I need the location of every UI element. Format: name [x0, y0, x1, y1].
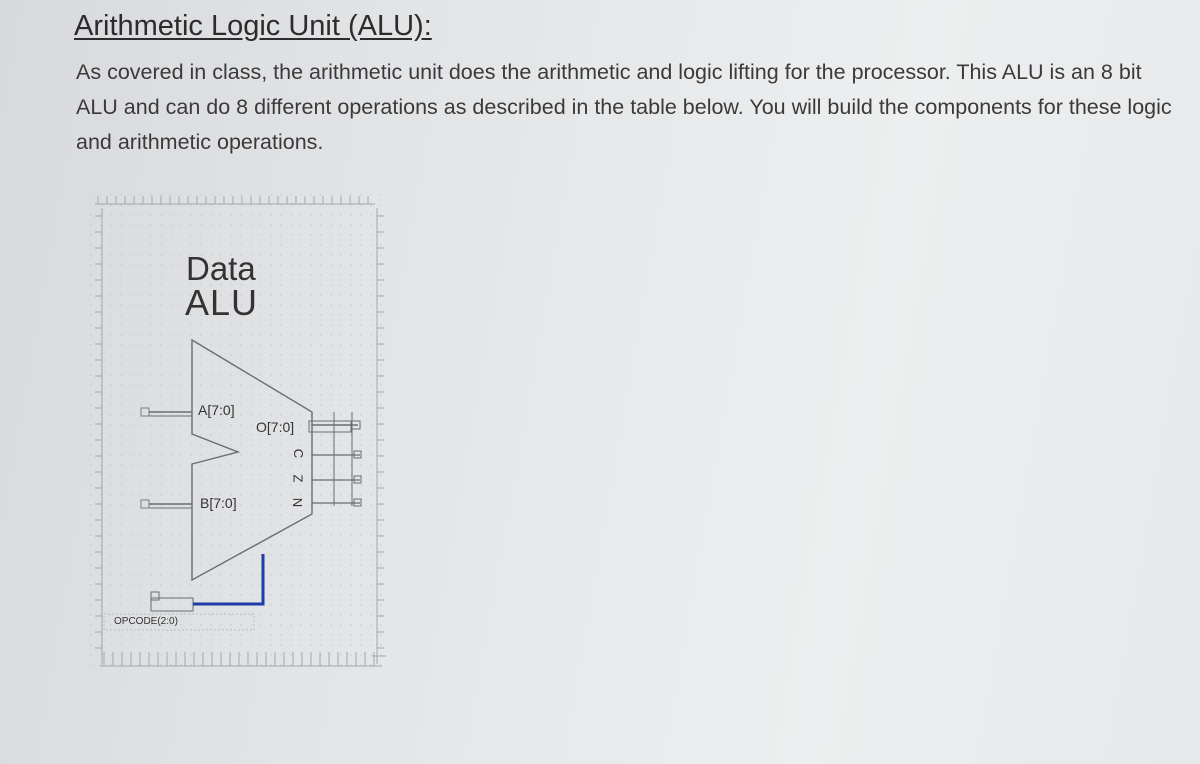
description-paragraph: As covered in class, the arithmetic unit does the arithmetic and logic lifting for the processor. This ALU is an 8 bit ALU and can do 8 different operations as described in the table below. You will build the components for these logic and arithmetic operations. [76, 60, 1172, 154]
flag-n-label: N [290, 497, 306, 508]
opcode-label: OPCODE(2:0) [114, 616, 178, 627]
alu-title-line1: Data [186, 250, 256, 287]
alu-schematic [90, 194, 390, 670]
input-a-label: A[7:0] [198, 402, 235, 418]
alu-title-line2: ALU [185, 282, 259, 323]
flag-z-label: Z [290, 474, 306, 483]
page-heading: Arithmetic Logic Unit (ALU): [74, 10, 432, 42]
input-b-label: B[7:0] [200, 495, 237, 511]
flag-c-label: C [291, 448, 307, 459]
output-o-label: O[7:0] [256, 419, 295, 435]
